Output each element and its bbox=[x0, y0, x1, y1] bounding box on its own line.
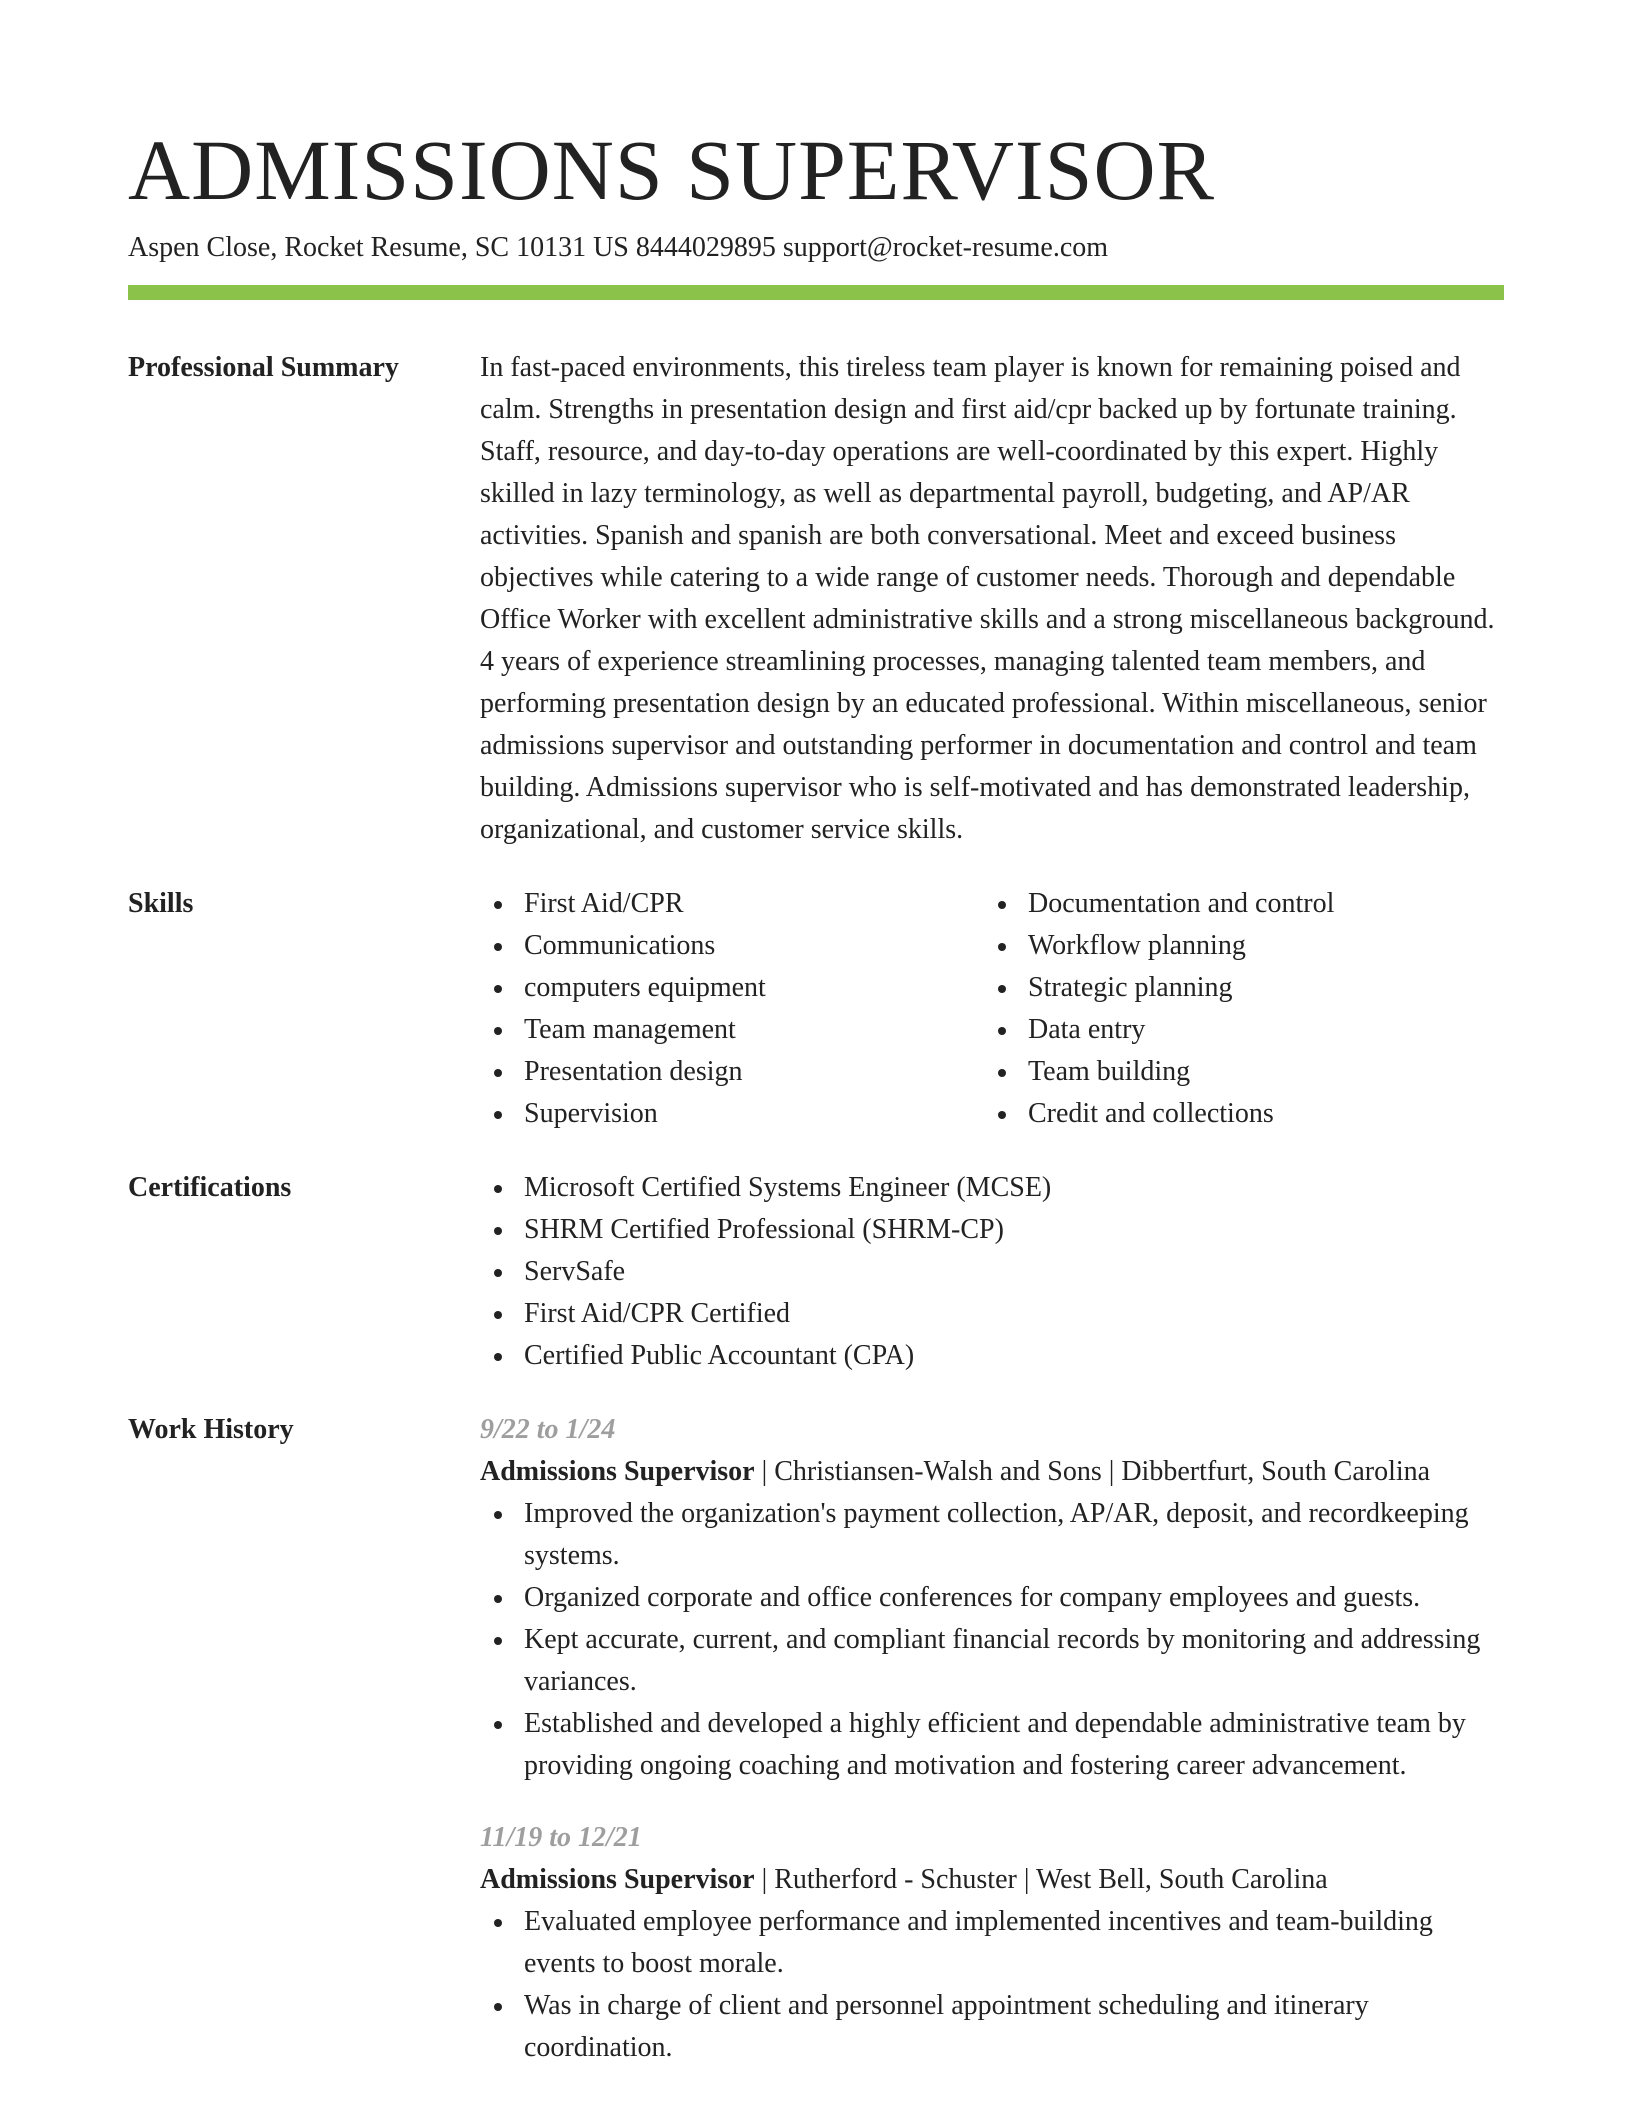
job-details: | Christiansen-Walsh and Sons | Dibbertfurt, South Carolina bbox=[754, 1456, 1431, 1487]
summary-title: Professional Summary bbox=[128, 352, 399, 383]
skills-section bbox=[128, 883, 1504, 1135]
skills-body bbox=[480, 883, 1504, 1135]
certification-item: First Aid/CPR Certified bbox=[480, 1293, 1504, 1335]
skills-list-right bbox=[984, 883, 1488, 1135]
skill-item: Supervision bbox=[480, 1093, 984, 1135]
summary-section bbox=[128, 347, 1504, 851]
contact-line bbox=[128, 230, 1504, 266]
job-details: | Rutherford - Schuster | West Bell, South Carolina bbox=[754, 1864, 1328, 1895]
contact-email: support@rocket-resume.com bbox=[782, 232, 1109, 263]
certification-item: SHRM Certified Professional (SHRM-CP) bbox=[480, 1209, 1504, 1251]
skill-item: Credit and collections bbox=[984, 1093, 1488, 1135]
job-heading bbox=[480, 1859, 1504, 1901]
job-bullet: Evaluated employee performance and implemented incentives and team-building events to boost morale. bbox=[480, 1901, 1504, 1985]
summary-body bbox=[480, 347, 1504, 851]
job-entry bbox=[480, 1409, 1504, 1787]
skill-item: Data entry bbox=[984, 1009, 1488, 1051]
certification-item: Microsoft Certified Systems Engineer (MCSE) bbox=[480, 1167, 1504, 1209]
job-dates: 11/19 to 12/21 bbox=[480, 1822, 642, 1853]
job-bullet: Established and developed a highly efficient and dependable administrative team by providing ongoing coaching and motivation and fostering career advancement. bbox=[480, 1703, 1504, 1787]
skills-list-left bbox=[480, 883, 984, 1135]
skill-item: Communications bbox=[480, 925, 984, 967]
job-bullet: Organized corporate and office conferences for company employees and guests. bbox=[480, 1577, 1504, 1619]
contact-phone: 8444029895 bbox=[635, 232, 776, 263]
resume-page bbox=[128, 120, 1504, 2069]
job-bullet-list bbox=[480, 1493, 1504, 1787]
summary-text: In fast-paced environments, this tireless team player is known for remaining poised and calm. Strengths in presentation design and first aid/cpr backed up by fortunate training. Staff, resource, and day-to-day operations are well-coordinated by this expert. Highly skilled in lazy terminology, as well as departmental payroll, budgeting, and AP/AR activities. Spanish and spanish are both conversational. Meet and exceed business objectives while catering to a wide range of customer needs. Thorough and dependable Office Worker with excellent administrative skills and a strong miscellaneous background. 4 years of experience streamlining processes, managing talented team members, and performing presentation design by an educated professional. Within miscellaneous, senior admissions supervisor and outstanding performer in documentation and control and team building. Admissions supervisor who is self-motivated and has demonstrated leadership, organizational, and customer service skills. bbox=[480, 352, 1495, 845]
skill-item: Workflow planning bbox=[984, 925, 1488, 967]
job-bullet-list bbox=[480, 1901, 1504, 2069]
skill-item: Documentation and control bbox=[984, 883, 1488, 925]
resume-name: ADMISSIONS SUPERVISOR bbox=[128, 122, 1215, 218]
skill-item: Team management bbox=[480, 1009, 984, 1051]
job-bullet: Was in charge of client and personnel appointment scheduling and itinerary coordination. bbox=[480, 1985, 1504, 2069]
certification-item: ServSafe bbox=[480, 1251, 1504, 1293]
contact-address: Aspen Close, Rocket Resume, SC 10131 US bbox=[128, 232, 629, 263]
header-accent-rule bbox=[128, 285, 1504, 300]
skill-item: First Aid/CPR bbox=[480, 883, 984, 925]
skills-title: Skills bbox=[128, 888, 194, 919]
job-bullet: Kept accurate, current, and compliant financial records by monitoring and addressing variances. bbox=[480, 1619, 1504, 1703]
job-title: Admissions Supervisor bbox=[480, 1864, 755, 1895]
job-bullet: Improved the organization's payment collection, AP/AR, deposit, and recordkeeping systems. bbox=[480, 1493, 1504, 1577]
job-dates: 9/22 to 1/24 bbox=[480, 1414, 616, 1445]
certifications-body bbox=[480, 1167, 1504, 1377]
skill-item: Team building bbox=[984, 1051, 1488, 1093]
work-history-section bbox=[128, 1409, 1504, 2069]
skill-item: computers equipment bbox=[480, 967, 984, 1009]
work-history-title: Work History bbox=[128, 1414, 294, 1445]
certifications-title: Certifications bbox=[128, 1172, 292, 1203]
certification-item: Certified Public Accountant (CPA) bbox=[480, 1335, 1504, 1377]
job-heading bbox=[480, 1451, 1504, 1493]
certifications-list bbox=[480, 1167, 1504, 1377]
work-history-body bbox=[480, 1409, 1504, 2069]
skill-item: Presentation design bbox=[480, 1051, 984, 1093]
skill-item: Strategic planning bbox=[984, 967, 1488, 1009]
certifications-section bbox=[128, 1167, 1504, 1377]
job-entry bbox=[480, 1817, 1504, 2069]
job-title: Admissions Supervisor bbox=[480, 1456, 755, 1487]
